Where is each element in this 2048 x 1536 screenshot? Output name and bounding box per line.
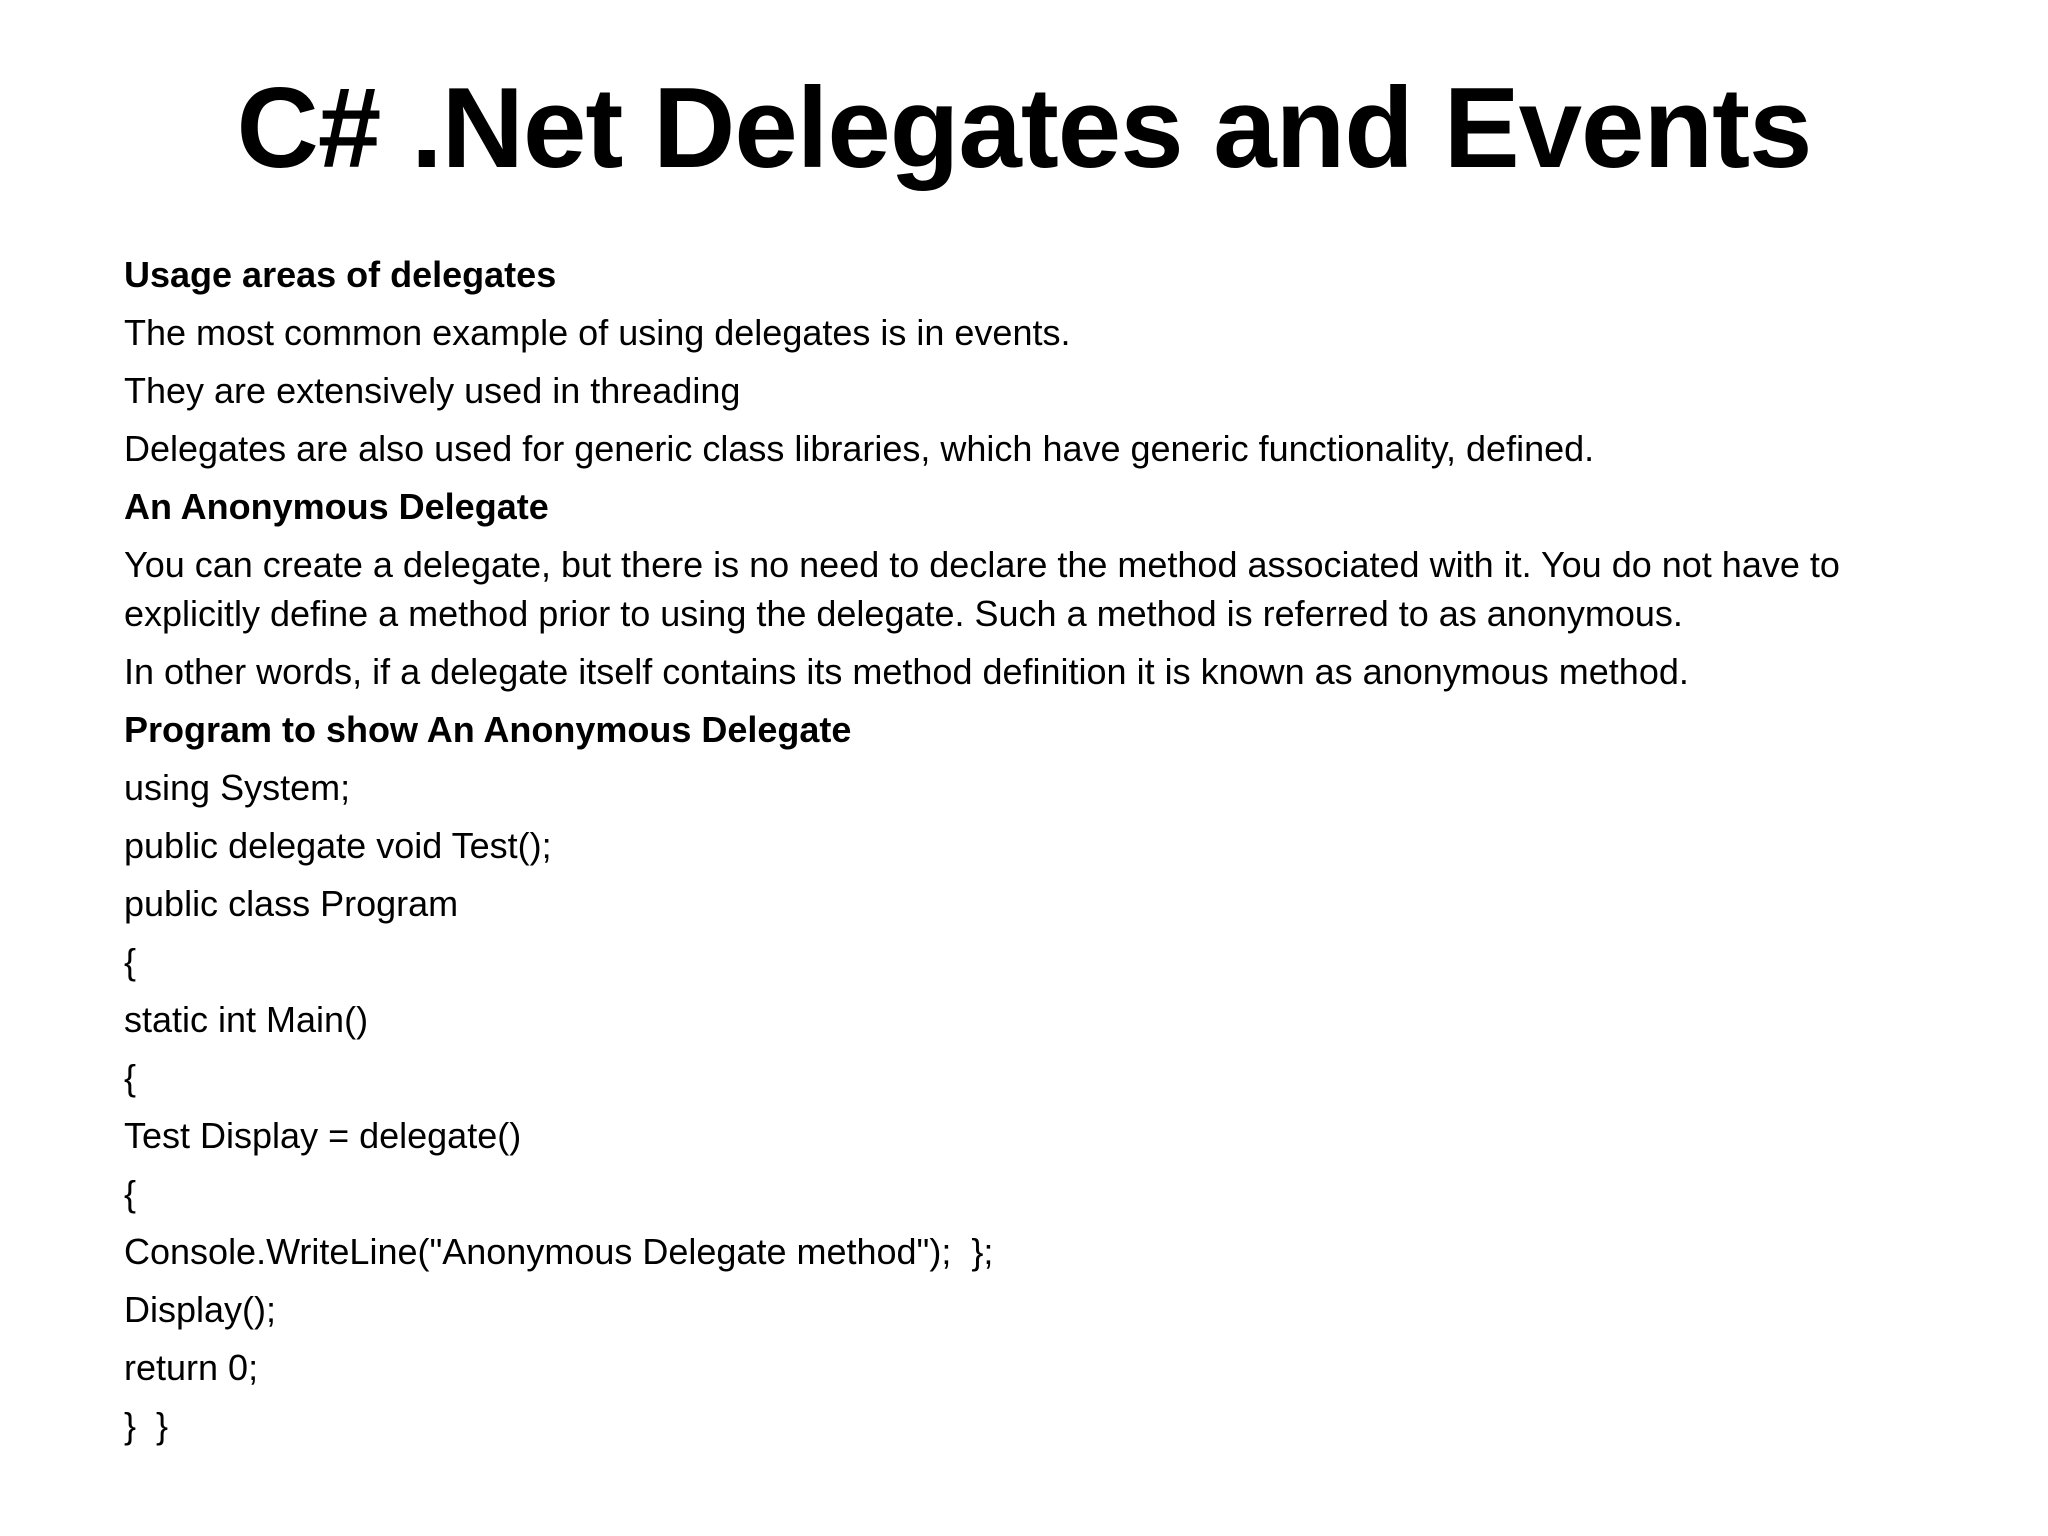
code-line: public class Program [124,883,459,924]
slide-title: C# .Net Delegates and Events [236,65,1812,192]
code-line: Display(); [124,1289,277,1330]
code-line: public delegate void Test(); [124,825,552,866]
code-line: { [124,941,137,982]
heading-anonymous-delegate: An Anonymous Delegate [124,486,549,527]
heading-usage-areas: Usage areas of delegates [124,254,557,295]
text-line: The most common example of using delegates is in events. [124,312,1071,353]
text-line: In other words, if a delegate itself contains its method definition it is known as anonymous method. [124,651,1689,692]
slide-body [124,250,1924,1459]
text-line: They are extensively used in threading [124,370,741,411]
code-line: static int Main() [124,999,369,1040]
code-line: using System; [124,767,351,808]
text-paragraph: You can create a delegate, but there is no need to declare the method associated with it. You do not have to explicitly define a method prior to using the delegate. Such a method is referred to as anonymous. [124,544,1840,634]
code-line: return 0; [124,1347,259,1388]
code-line: Console.WriteLine("Anonymous Delegate method"); }; [124,1231,994,1272]
text-line: Delegates are also used for generic class libraries, which have generic functionality, defined. [124,428,1595,469]
code-line: { [124,1057,137,1098]
heading-program: Program to show An Anonymous Delegate [124,709,852,750]
code-line: } } [124,1405,169,1446]
code-line: Test Display = delegate() [124,1115,522,1156]
code-line: { [124,1173,137,1214]
